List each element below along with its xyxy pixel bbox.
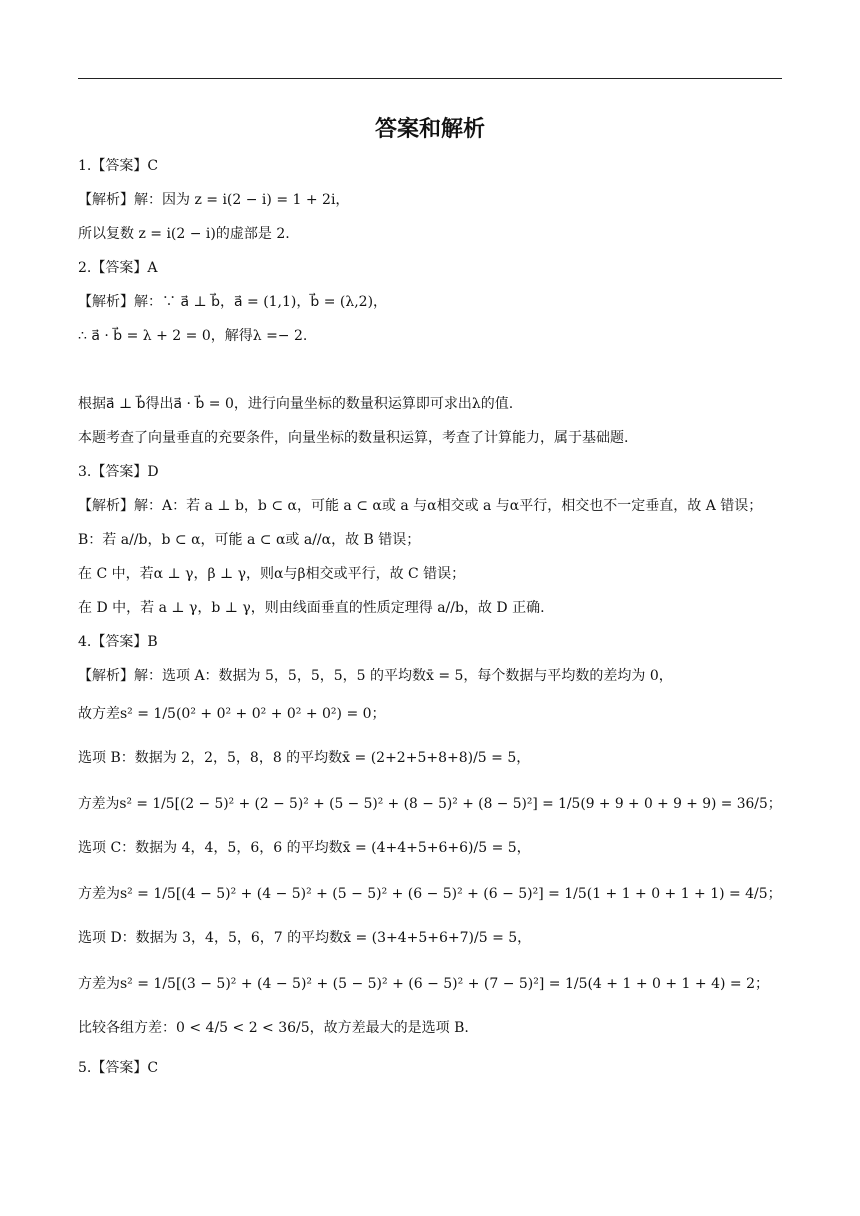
analysis-2-line-2: ∴ a⃗ · b⃗ = λ + 2 = 0，解得λ =− 2. [78, 328, 308, 344]
analysis-4-line-9: 比较各组方差：0 < 4/5 < 2 < 36/5，故方差最大的是选项 B. [78, 1020, 469, 1036]
analysis-3-line-4: 在 D 中，若 a ⊥ γ，b ⊥ γ，则由线面垂直的性质定理得 a//b，故 D 正确. [78, 600, 545, 616]
answer-2: 2.【答案】A [78, 260, 158, 276]
analysis-2-line-4: 本题考查了向量垂直的充要条件，向量坐标的数量积运算，考查了计算能力，属于基础题. [78, 430, 629, 446]
answer-3: 3.【答案】D [78, 464, 159, 480]
analysis-4-line-1: 【解析】解：选项 A：数据为 5，5，5，5，5 的平均数x̄ = 5，每个数据与平均数的差均为 0， [78, 668, 673, 684]
answer-4: 4.【答案】B [78, 634, 158, 650]
analysis-3-line-2: B：若 a//b，b ⊂ α，可能 a ⊂ α或 a//α，故 B 错误； [78, 532, 421, 548]
analysis-3-line-1: 【解析】解：A：若 a ⊥ b，b ⊂ α，可能 a ⊂ α或 a 与α相交或 a 与α平行，相交也不一定垂直，故 A 错误； [78, 498, 763, 514]
analysis-1-line-2: 所以复数 z = i(2 − i)的虚部是 2. [78, 226, 290, 242]
analysis-3-line-3: 在 C 中，若α ⊥ γ，β ⊥ γ，则α与β相交或平行，故 C 错误； [78, 566, 466, 582]
analysis-4-line-5: 选项 C：数据为 4，4，5，6，6 的平均数x̄ = (4+4+5+6+6)/5 = 5， [78, 840, 531, 856]
analysis-2-line-3: 根据a⃗ ⊥ b⃗得出a⃗ · b⃗ = 0，进行向量坐标的数量积运算即可求出λ的值. [78, 396, 514, 412]
analysis-4-line-6: 方差为s² = 1/5[(4 − 5)² + (4 − 5)² + (5 − 5)² + (6 − 5)² + (6 − 5)²] = 1/5(1 + 1 + 0 + 1 + 1) = 4/5； [78, 886, 782, 902]
analysis-1-line-1: 【解析】解：因为 z = i(2 − i) = 1 + 2i， [78, 192, 350, 208]
analysis-4-line-8: 方差为s² = 1/5[(3 − 5)² + (4 − 5)² + (5 − 5)² + (6 − 5)² + (7 − 5)²] = 1/5(4 + 1 + 0 + 1 + 4) = 2； [78, 976, 769, 992]
analysis-4-line-3: 选项 B：数据为 2，2，5，8，8 的平均数x̄ = (2+2+5+8+8)/5 = 5， [78, 750, 531, 766]
analysis-4-line-2: 故方差s² = 1/5(0² + 0² + 0² + 0² + 0²) = 0； [78, 706, 386, 722]
analysis-4-line-7: 选项 D：数据为 3，4，5，6，7 的平均数x̄ = (3+4+5+6+7)/5 = 5， [78, 930, 532, 946]
answer-5: 5.【答案】C [78, 1060, 159, 1076]
analysis-2-line-1: 【解析】解：∵ a⃗ ⊥ b⃗，a⃗ = (1,1)，b⃗ = (λ,2)， [78, 294, 388, 310]
analysis-4-line-4: 方差为s² = 1/5[(2 − 5)² + (2 − 5)² + (5 − 5)² + (8 − 5)² + (8 − 5)²] = 1/5(9 + 9 + 0 + 9 + 9) = 36/5； [78, 796, 782, 812]
answer-1: 1.【答案】C [78, 158, 159, 174]
header-rule [78, 78, 782, 79]
page-title: 答案和解析 [374, 117, 485, 142]
